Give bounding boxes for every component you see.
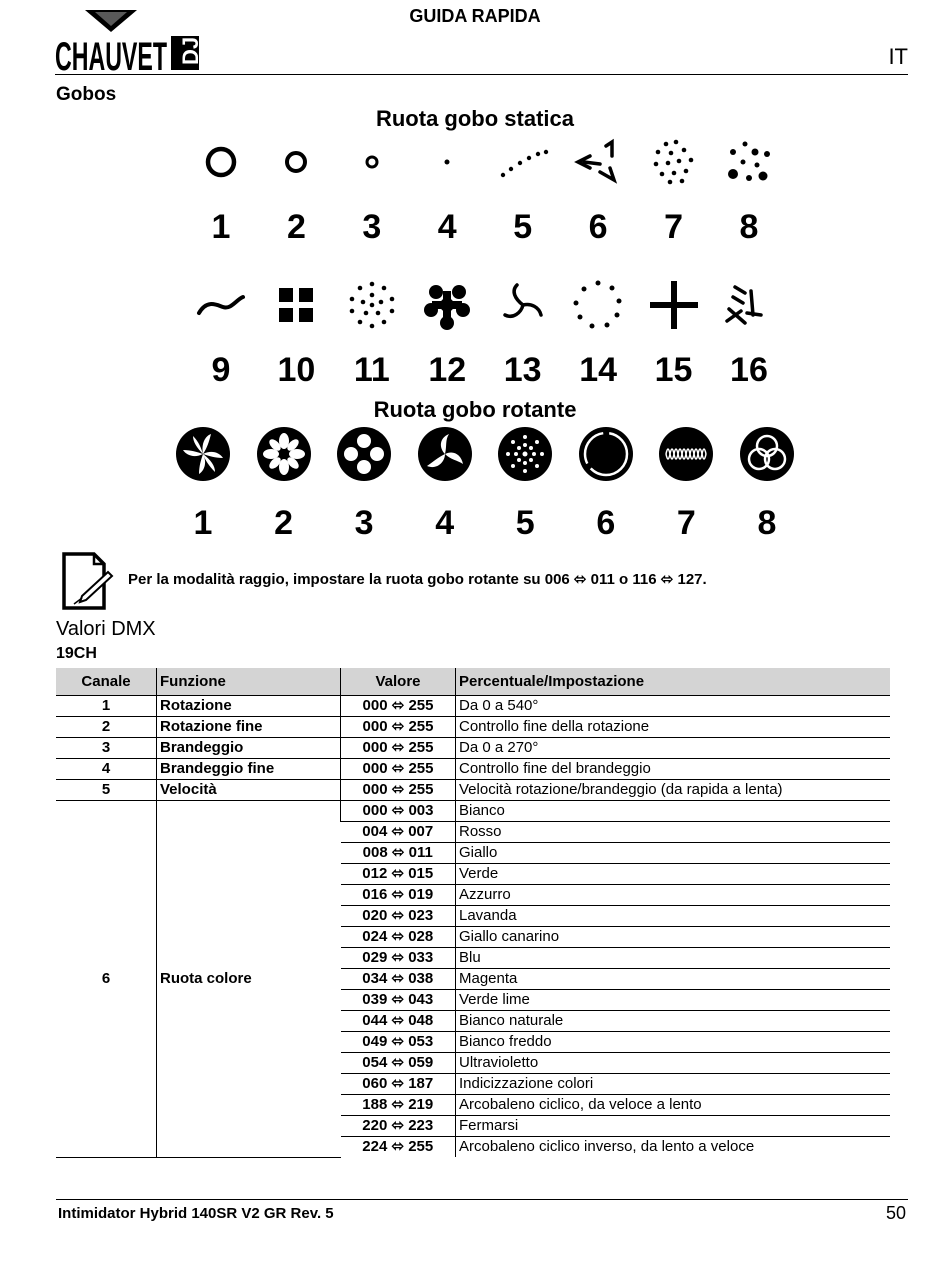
rotating-gobo-4 [407, 426, 483, 543]
section-title-gobos: Gobos [56, 84, 117, 105]
function-cell: Brandeggio [157, 738, 341, 759]
channel-cell: 5 [56, 780, 157, 801]
static-gobo-4 [411, 134, 483, 247]
setting-cell: Fermarsi [456, 1116, 891, 1137]
value-cell: 034 ⬄ 038 [341, 969, 456, 990]
value-cell: 020 ⬄ 023 [341, 906, 456, 927]
channel-cell: 3 [56, 738, 157, 759]
svg-text:CHAUVET: CHAUVET [55, 35, 167, 74]
header-channel: Canale [56, 668, 157, 696]
value-cell: 220 ⬄ 223 [341, 1116, 456, 1137]
footer-product-name: Intimidator Hybrid 140SR V2 GR Rev. 5 [58, 1205, 334, 1222]
value-cell: 012 ⬄ 015 [341, 864, 456, 885]
dmx-values-title: Valori DMX [56, 618, 156, 640]
gobo-number: 9 [211, 351, 231, 389]
static-gobo-6 [562, 134, 634, 247]
svg-text:DJ: DJ [178, 36, 203, 65]
value-cell: 029 ⬄ 033 [341, 948, 456, 969]
static-gobo-10 [260, 277, 332, 390]
four-holes-gobo-icon [336, 426, 392, 482]
broken-lines-gobo-icon [721, 277, 777, 333]
medium-ring-gobo-icon [268, 134, 324, 190]
table-row [56, 801, 890, 822]
broken-ring-gobo-icon [578, 426, 634, 482]
rotating-gobo-3 [326, 426, 402, 543]
function-cell: Rotazione fine [157, 717, 341, 738]
value-cell: 060 ⬄ 187 [341, 1074, 456, 1095]
static-gobo-13 [487, 277, 559, 390]
static-gobo-3 [336, 134, 408, 247]
pinwheel-gobo-icon [175, 426, 231, 482]
header-function: Funzione [157, 668, 341, 696]
channel-cell: 6 [56, 801, 157, 1158]
function-cell: Velocità [157, 780, 341, 801]
gobo-number: 6 [588, 208, 608, 246]
dotted-ring-gobo-icon [570, 277, 626, 333]
gobo-number: 8 [757, 504, 777, 542]
gobo-number: 16 [730, 351, 768, 389]
language-code: IT [888, 44, 908, 69]
value-cell: 000 ⬄ 255 [341, 780, 456, 801]
setting-cell: Arcobaleno ciclico, da veloce a lento [456, 1095, 891, 1116]
header-divider [55, 74, 908, 75]
note-document-icon [60, 552, 116, 610]
dot-gobo-icon [419, 134, 475, 190]
value-cell: 016 ⬄ 019 [341, 885, 456, 906]
setting-cell: Magenta [456, 969, 891, 990]
dmx-mode-label: 19CH [56, 645, 97, 662]
setting-cell: Ultravioletto [456, 1053, 891, 1074]
setting-cell: Bianco freddo [456, 1032, 891, 1053]
channel-cell: 2 [56, 717, 157, 738]
setting-cell: Bianco naturale [456, 1011, 891, 1032]
setting-cell: Giallo [456, 843, 891, 864]
rotating-gobo-row [165, 426, 805, 543]
static-gobo-14 [562, 277, 634, 390]
static-gobo-1 [185, 134, 257, 247]
rotating-wheel-title: Ruota gobo rotante [373, 397, 577, 422]
channel-cell: 1 [56, 696, 157, 717]
static-gobo-8 [713, 134, 785, 247]
rotating-gobo-8 [729, 426, 805, 543]
gobo-number: 11 [353, 351, 390, 389]
value-cell: 049 ⬄ 053 [341, 1032, 456, 1053]
value-cell: 000 ⬄ 255 [341, 738, 456, 759]
gobo-number: 5 [513, 208, 533, 246]
static-gobo-row-2 [185, 277, 785, 390]
value-cell: 004 ⬄ 007 [341, 822, 456, 843]
gobo-number: 7 [664, 208, 683, 246]
rings-gobo-icon [739, 426, 795, 482]
cross-gobo-icon [646, 277, 702, 333]
value-cell: 054 ⬄ 059 [341, 1053, 456, 1074]
gobo-number: 14 [579, 351, 618, 389]
footer-divider [56, 1199, 908, 1200]
setting-cell: Lavanda [456, 906, 891, 927]
gobo-number: 12 [428, 351, 467, 389]
gobo-number: 3 [354, 504, 374, 542]
wave-gobo-icon [193, 277, 249, 333]
function-cell: Rotazione [157, 696, 341, 717]
header-percent-setting: Percentuale/Impostazione [456, 668, 891, 696]
gobo-number: 8 [739, 208, 759, 246]
doc-title: GUIDA RAPIDA [409, 6, 541, 26]
dot-circle-gobo-icon [344, 277, 400, 333]
table-row [56, 738, 890, 759]
setting-cell: Verde lime [456, 990, 891, 1011]
rotating-gobo-2 [246, 426, 322, 543]
channel-cell: 4 [56, 759, 157, 780]
dotted-line-gobo-icon [495, 134, 551, 190]
starburst-gobo-icon [497, 426, 553, 482]
value-cell: 188 ⬄ 219 [341, 1095, 456, 1116]
gobo-number: 10 [277, 351, 316, 389]
spiral-gobo-icon [417, 426, 473, 482]
rotating-gobo-6 [568, 426, 644, 543]
setting-cell: Giallo canarino [456, 927, 891, 948]
static-gobo-15 [638, 277, 710, 390]
rotating-gobo-7 [648, 426, 724, 543]
value-cell: 000 ⬄ 003 [341, 801, 456, 822]
static-gobo-row-1 [185, 134, 785, 247]
setting-cell: Blu [456, 948, 891, 969]
setting-cell: Da 0 a 270° [456, 738, 891, 759]
value-cell: 224 ⬄ 255 [362, 1138, 434, 1155]
static-gobo-12 [411, 277, 483, 390]
value-cell: 039 ⬄ 043 [341, 990, 456, 1011]
dot-cluster-gobo-icon [646, 134, 702, 190]
table-row [56, 759, 890, 780]
static-gobo-11 [336, 277, 408, 390]
setting-cell: Indicizzazione colori [456, 1074, 891, 1095]
static-wheel-title: Ruota gobo statica [375, 106, 574, 131]
value-cell: 008 ⬄ 011 [341, 843, 456, 864]
gobo-number: 3 [362, 208, 382, 246]
gobo-number: 7 [676, 504, 696, 542]
setting-cell: Azzurro [456, 885, 891, 906]
table-row [56, 717, 890, 738]
swirl-gobo-icon [495, 277, 551, 333]
value-cell: 000 ⬄ 255 [341, 717, 456, 738]
gobo-number: 1 [211, 208, 231, 246]
gobo-number: 5 [515, 504, 535, 542]
rotating-gobo-1 [165, 426, 241, 543]
value-cell: 044 ⬄ 048 [341, 1011, 456, 1032]
small-ring-gobo-icon [344, 134, 400, 190]
rotating-gobo-5 [487, 426, 563, 543]
setting-cell: Da 0 a 540° [456, 696, 891, 717]
function-cell: Brandeggio fine [157, 759, 341, 780]
page-number: 50 [885, 1203, 906, 1223]
dmx-table [56, 668, 890, 1158]
static-gobo-7 [638, 134, 710, 247]
setting-cell: Bianco [456, 801, 891, 822]
static-gobo-2 [260, 134, 332, 247]
static-gobo-5 [487, 134, 559, 247]
header-value: Valore [341, 668, 456, 696]
gobo-number: 1 [193, 504, 213, 542]
table-row [56, 696, 890, 717]
table-header-row [56, 668, 890, 696]
table-row [56, 780, 890, 801]
note-text: Per la modalità raggio, impostare la ruota gobo rotante su 006 ⬄ 011 o 116 ⬄ 127. [128, 571, 707, 588]
function-cell: Ruota colore [157, 801, 341, 1158]
large-ring-gobo-icon [193, 134, 249, 190]
gobo-number: 4 [435, 504, 455, 542]
setting-cell: Velocità rotazione/brandeggio (da rapida a lenta) [456, 780, 891, 801]
arrows-gobo-icon [570, 134, 626, 190]
petal-gobo-icon [256, 426, 312, 482]
gobo-number: 2 [286, 208, 306, 246]
gobo-number: 15 [654, 351, 693, 389]
gobo-number: 2 [274, 504, 294, 542]
setting-cell: Arcobaleno ciclico inverso, da lento a veloce [456, 1137, 891, 1158]
flower-gobo-icon [419, 277, 475, 333]
four-squares-gobo-icon [268, 277, 324, 333]
value-cell: 024 ⬄ 028 [341, 927, 456, 948]
value-cell: 000 ⬄ 255 [341, 696, 456, 717]
gobo-number: 6 [596, 504, 616, 542]
waveform-gobo-icon [658, 426, 714, 482]
value-cell: 000 ⬄ 255 [341, 759, 456, 780]
gobo-number: 4 [437, 208, 457, 246]
gobo-number: 13 [503, 351, 542, 389]
dot-scatter-gobo-icon [721, 134, 777, 190]
static-gobo-16 [713, 277, 785, 390]
static-gobo-9 [185, 277, 257, 390]
setting-cell: Controllo fine della rotazione [456, 717, 891, 738]
setting-cell: Rosso [456, 822, 891, 843]
setting-cell: Verde [456, 864, 891, 885]
setting-cell: Controllo fine del brandeggio [456, 759, 891, 780]
